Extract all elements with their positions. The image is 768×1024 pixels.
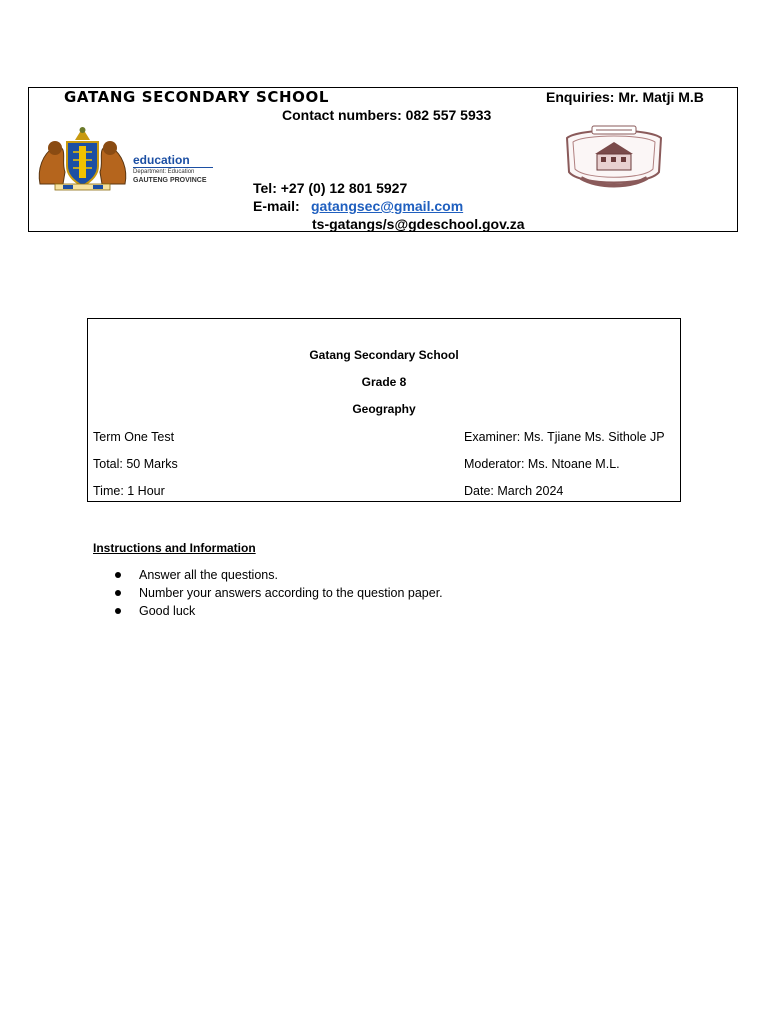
logo-education-word: education <box>133 153 190 167</box>
contact-numbers: Contact numbers: 082 557 5933 <box>282 107 492 123</box>
exam-time: Time: 1 Hour <box>93 484 165 498</box>
school-badge <box>559 124 669 194</box>
instructions-list <box>113 567 443 621</box>
enquiries-text: Enquiries: Mr. Matji M.B <box>546 89 704 105</box>
telephone: Tel: +27 (0) 12 801 5927 <box>253 180 408 196</box>
bullet-icon <box>115 608 121 614</box>
exam-info-box <box>87 318 681 502</box>
bullet-icon <box>115 572 121 578</box>
instructions-heading: Instructions and Information <box>93 541 256 555</box>
list-item <box>113 567 443 585</box>
instruction-text: Answer all the questions. <box>139 568 278 582</box>
exam-grade: Grade 8 <box>361 375 407 389</box>
exam-school-name: Gatang Secondary School <box>309 348 459 362</box>
exam-moderator: Moderator: Ms. Ntoane M.L. <box>464 457 620 471</box>
exam-subject: Geography <box>352 402 416 416</box>
exam-date: Date: March 2024 <box>464 484 564 498</box>
exam-total: Total: 50 Marks <box>93 457 178 471</box>
list-item <box>113 585 443 603</box>
list-item <box>113 603 443 621</box>
logo-divider <box>133 167 213 168</box>
bullet-icon <box>115 590 121 596</box>
school-name: GATANG SECONDARY SCHOOL <box>64 88 329 106</box>
exam-term: Term One Test <box>93 430 175 444</box>
instruction-text: Good luck <box>139 604 196 618</box>
email-secondary: ts-gatangs/s@gdeschool.gov.za <box>312 216 525 232</box>
email-label: E-mail: <box>253 198 300 214</box>
gauteng-education-logo <box>35 124 215 192</box>
exam-examiner: Examiner: Ms. Tjiane Ms. Sithole JP <box>464 430 665 444</box>
logo-province: GAUTENG PROVINCE <box>133 177 207 184</box>
letterhead <box>28 87 738 232</box>
logo-department: Department: Education <box>133 169 195 175</box>
email-link-primary[interactable]: gatangsec@gmail.com <box>311 198 464 214</box>
coat-of-arms-icon <box>35 124 130 192</box>
school-crest-icon <box>559 124 669 194</box>
instruction-text: Number your answers according to the question paper. <box>139 586 443 600</box>
